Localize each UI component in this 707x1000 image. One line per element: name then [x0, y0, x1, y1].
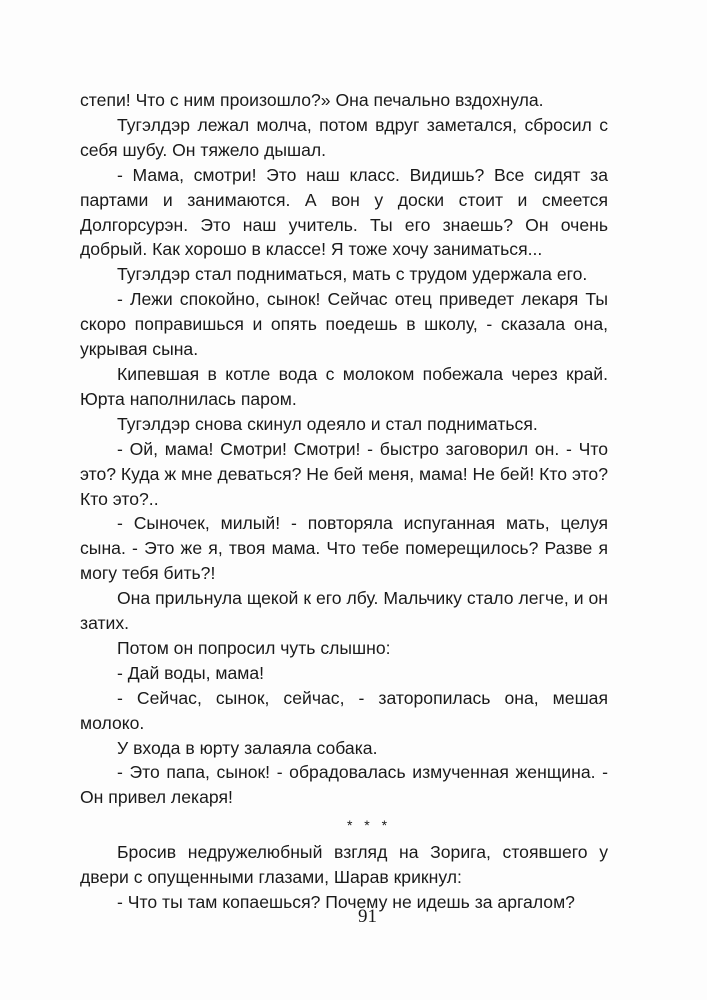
paragraph: Тугэлдэр стал подниматься, мать с трудом удержала его.: [117, 264, 588, 285]
paragraph: - Что ты там копаешься? Почему не идешь за аргалом?: [117, 892, 575, 913]
paragraph: У входа в юрту залаяла собака.: [117, 737, 378, 758]
paragraph: - Сейчас, сынок, сейчас, - заторопилась она, мешая молоко.: [80, 687, 608, 733]
paragraph: - Ой, мама! Смотри! Смотри! - быстро заговорил он. - Что это? Куда ж мне деваться? Не бей меня, мама! Не бей! Кто это? Кто это?..: [80, 438, 608, 509]
paragraph: Она прильнула щекой к его лбу. Мальчику стало легче, и он затих.: [80, 588, 608, 634]
paragraph: Бросив недружелюбный взгляд на Зорига, стоявшего у двери с опущенными глазами, Шарав крикнул:: [80, 842, 608, 888]
paragraph: - Мама, смотри! Это наш класс. Видишь? Все сидят за партами и занимаются. А вон у доски стоит и смеется Долгорсурэн. Это наш учитель. Ты его знаешь? Он очень добрый. Как хорошо в классе! Я тоже хочу заниматься...: [80, 164, 608, 260]
paragraphs-after-separator: [80, 840, 608, 915]
paragraph: Кипевшая в котле вода с молоком побежала через край. Юрта наполнилась паром.: [80, 363, 608, 409]
paragraph: - Это папа, сынок! - обрадовалась измученная женщина. - Он привел лекаря!: [80, 762, 608, 808]
paragraph: Тугэлдэр снова скинул одеяло и стал подниматься.: [117, 413, 538, 434]
paragraph: - Сыночек, милый! - повторяла испуганная мать, целуя сына. - Это же я, твоя мама. Что тебе померещилось? Разве я могу тебя бить?!: [80, 513, 608, 584]
body-text: [80, 88, 608, 915]
paragraph: - Лежи спокойно, сынок! Сейчас отец приведет лекаря Ты скоро поправишься и опять поедешь в школу, - сказала она, укрывая сына.: [80, 289, 608, 360]
paragraph: Потом он попросил чуть слышно:: [117, 637, 391, 658]
section-separator: * * *: [346, 817, 392, 834]
paragraph: - Дай воды, мама!: [117, 662, 265, 683]
paragraph: Тугэлдэр лежал молча, потом вдруг заметался, сбросил с себя шубу. Он тяжело дышал.: [80, 114, 608, 160]
paragraphs-before-separator: [80, 88, 608, 810]
page-number: 91: [358, 906, 377, 927]
paragraph: степи! Что с ним произошло?» Она печально вздохнула.: [80, 90, 544, 110]
